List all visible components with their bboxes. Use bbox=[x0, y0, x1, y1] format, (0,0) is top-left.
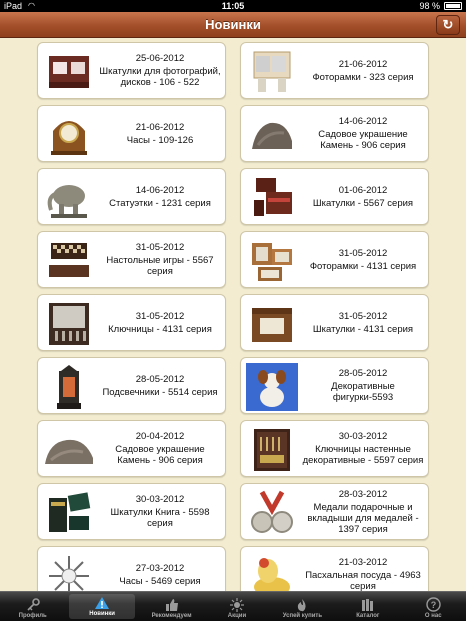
product-thumbnail bbox=[42, 489, 96, 536]
product-card[interactable] bbox=[37, 42, 226, 99]
tab-profile[interactable] bbox=[0, 592, 65, 621]
warning-icon bbox=[93, 594, 111, 611]
item-date: 28-03-2012 bbox=[338, 488, 388, 500]
item-date: 21-06-2012 bbox=[135, 121, 185, 133]
clock: 11:05 bbox=[221, 1, 245, 11]
product-thumbnail bbox=[42, 552, 96, 591]
refresh-button[interactable] bbox=[436, 15, 460, 35]
item-date: 25-06-2012 bbox=[135, 53, 185, 64]
product-card[interactable] bbox=[37, 231, 226, 288]
product-card[interactable] bbox=[240, 168, 429, 225]
item-title: Декоративные фигурки-5593 bbox=[331, 381, 395, 403]
product-thumbnail bbox=[42, 111, 96, 158]
battery-percent: 98 % bbox=[419, 1, 440, 11]
product-card[interactable] bbox=[240, 483, 429, 540]
item-title: Настольные игры - 5567 серия bbox=[106, 255, 214, 277]
thumbs-up-icon bbox=[163, 596, 181, 613]
battery-icon bbox=[444, 2, 462, 10]
item-date: 31-05-2012 bbox=[338, 247, 388, 259]
wifi-icon: ◠ bbox=[28, 1, 35, 10]
item-date: 21-06-2012 bbox=[338, 58, 388, 70]
item-title: Пасхальная посуда - 4963 серия bbox=[305, 570, 421, 591]
books-icon bbox=[359, 596, 377, 613]
item-title: Подсвечники - 5514 серия bbox=[102, 386, 218, 398]
product-card[interactable] bbox=[37, 168, 226, 225]
tab-about[interactable] bbox=[401, 592, 466, 621]
product-card[interactable] bbox=[37, 105, 226, 162]
item-title: Часы - 5469 серия bbox=[119, 575, 201, 587]
product-card[interactable] bbox=[37, 420, 226, 477]
product-card[interactable] bbox=[37, 294, 226, 351]
item-title: Ключницы настенные декоративные - 5597 серия bbox=[302, 444, 424, 466]
product-card[interactable] bbox=[240, 105, 429, 162]
tab-label: Рекомендуем bbox=[151, 613, 192, 619]
item-title: Статуэтки - 1231 серия bbox=[109, 197, 211, 209]
tab-hurry-buy[interactable] bbox=[270, 592, 335, 621]
product-card[interactable] bbox=[240, 231, 429, 288]
tab-new[interactable] bbox=[69, 594, 134, 619]
item-date: 31-05-2012 bbox=[135, 242, 185, 253]
item-date: 01-06-2012 bbox=[338, 184, 388, 196]
item-title: Шкатулки Книга - 5598 серия bbox=[110, 507, 210, 529]
item-date: 31-05-2012 bbox=[338, 310, 388, 322]
product-card[interactable] bbox=[240, 294, 429, 351]
tab-label: Новинки bbox=[89, 611, 115, 617]
tab-catalog[interactable] bbox=[335, 592, 400, 621]
svg-text:?: ? bbox=[430, 600, 436, 610]
page-title: Новинки bbox=[205, 17, 261, 32]
item-date: 31-05-2012 bbox=[135, 310, 185, 322]
item-title: Фоторамки - 4131 серия bbox=[309, 260, 417, 272]
status-bar bbox=[0, 0, 466, 12]
item-date: 21-03-2012 bbox=[338, 557, 388, 568]
item-date: 28-05-2012 bbox=[135, 373, 185, 385]
tab-label: Акции bbox=[227, 613, 247, 619]
product-thumbnail bbox=[245, 48, 299, 95]
product-card[interactable] bbox=[240, 546, 429, 591]
product-thumbnail bbox=[42, 300, 96, 347]
refresh-icon: ↻ bbox=[442, 17, 454, 32]
item-title: Шкатулки - 5567 серия bbox=[312, 197, 414, 209]
sunburst-icon bbox=[228, 596, 246, 613]
tab-label: О нас bbox=[424, 613, 442, 619]
item-date: 14-06-2012 bbox=[135, 184, 185, 196]
product-thumbnail bbox=[245, 111, 299, 158]
item-title: Шкатулки для фотографий, дисков - 106 - 522 bbox=[99, 66, 221, 88]
product-card[interactable] bbox=[240, 420, 429, 477]
item-title: Садовое украшение Камень - 906 серия bbox=[115, 444, 205, 466]
carrier-label: iPad bbox=[4, 1, 23, 11]
item-date: 27-03-2012 bbox=[135, 562, 185, 574]
tab-label: Успей купить bbox=[282, 613, 323, 619]
item-date: 30-03-2012 bbox=[135, 494, 185, 505]
tab-bar bbox=[0, 591, 466, 621]
product-thumbnail bbox=[245, 237, 299, 284]
product-card[interactable] bbox=[37, 483, 226, 540]
item-date: 20-04-2012 bbox=[135, 431, 185, 442]
question-icon bbox=[424, 596, 442, 613]
tab-recommended[interactable] bbox=[139, 592, 204, 621]
product-card[interactable] bbox=[240, 42, 429, 99]
product-thumbnail bbox=[42, 237, 96, 284]
item-date: 30-03-2012 bbox=[338, 431, 388, 442]
item-title: Медали подарочные и вкладыши для медалей - 1397 серия bbox=[307, 501, 419, 535]
tab-promotions[interactable] bbox=[204, 592, 269, 621]
item-date: 28-05-2012 bbox=[338, 368, 388, 379]
product-thumbnail bbox=[245, 426, 299, 473]
product-card[interactable] bbox=[37, 546, 226, 591]
product-card[interactable] bbox=[37, 357, 226, 414]
product-thumbnail bbox=[245, 489, 299, 536]
navigation-bar bbox=[0, 12, 466, 38]
item-title: Садовое украшение Камень - 906 серия bbox=[318, 129, 408, 151]
item-title: Фоторамки - 323 серия bbox=[312, 71, 414, 83]
product-thumbnail bbox=[42, 48, 96, 95]
fire-icon bbox=[293, 596, 311, 613]
tab-label: Профиль bbox=[18, 613, 47, 619]
item-title: Ключницы - 4131 серия bbox=[108, 323, 212, 335]
product-grid bbox=[0, 38, 466, 591]
product-thumbnail bbox=[42, 426, 96, 473]
item-date: 14-06-2012 bbox=[338, 116, 388, 127]
product-thumbnail bbox=[245, 300, 299, 347]
key-icon bbox=[24, 596, 42, 613]
product-thumbnail bbox=[245, 174, 299, 221]
product-thumbnail bbox=[245, 552, 299, 591]
item-title: Часы - 109-126 bbox=[126, 134, 194, 146]
product-thumbnail bbox=[245, 363, 299, 410]
product-thumbnail bbox=[42, 363, 96, 410]
product-card[interactable] bbox=[240, 357, 429, 414]
item-title: Шкатулки - 4131 серия bbox=[312, 323, 414, 335]
tab-label: Каталог bbox=[356, 613, 380, 619]
product-thumbnail bbox=[42, 174, 96, 221]
